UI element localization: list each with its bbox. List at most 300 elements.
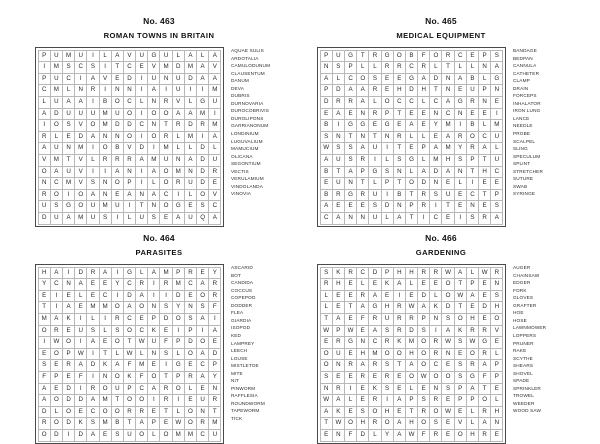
letter-cell[interactable]: N [62, 279, 74, 291]
letter-cell[interactable]: R [393, 302, 405, 314]
letter-cell[interactable]: P [479, 85, 491, 97]
letter-cell[interactable]: A [87, 189, 99, 201]
letter-cell[interactable]: S [381, 360, 393, 372]
word-list-item[interactable]: MISTLETOE [231, 363, 259, 369]
letter-cell[interactable]: D [87, 360, 99, 372]
letter-cell[interactable]: L [136, 96, 148, 108]
letter-cell[interactable]: D [75, 131, 87, 143]
letter-cell[interactable]: A [442, 131, 454, 143]
letter-cell[interactable]: O [99, 406, 111, 418]
letter-cell[interactable]: E [75, 406, 87, 418]
letter-cell[interactable]: E [197, 267, 209, 279]
letter-cell[interactable]: P [38, 73, 50, 85]
letter-cell[interactable]: H [393, 85, 405, 97]
letter-cell[interactable]: A [209, 131, 221, 143]
letter-cell[interactable]: R [357, 372, 369, 384]
letter-cell[interactable]: E [479, 178, 491, 190]
word-list-item[interactable]: GRAFTER [513, 302, 537, 308]
letter-cell[interactable]: E [344, 372, 356, 384]
letter-cell[interactable]: E [393, 406, 405, 418]
letter-cell[interactable]: P [332, 325, 344, 337]
letter-cell[interactable]: U [184, 178, 196, 190]
letter-cell[interactable]: L [430, 62, 442, 74]
letter-cell[interactable]: D [111, 120, 123, 132]
letter-cell[interactable]: E [50, 360, 62, 372]
letter-cell[interactable]: R [393, 131, 405, 143]
letter-cell[interactable]: N [491, 279, 503, 291]
letter-cell[interactable]: G [357, 120, 369, 132]
word-list-item[interactable]: DURNOVARIA [231, 100, 264, 106]
letter-cell[interactable]: E [344, 348, 356, 360]
word-list-item[interactable]: TICK [231, 416, 243, 422]
letter-cell[interactable]: O [442, 372, 454, 384]
letter-cell[interactable]: R [344, 360, 356, 372]
letter-cell[interactable]: B [466, 73, 478, 85]
letter-cell[interactable]: A [38, 383, 50, 395]
letter-cell[interactable]: R [466, 325, 478, 337]
word-list-item[interactable]: RAFFLESIA [231, 393, 258, 399]
letter-cell[interactable]: D [209, 348, 221, 360]
letter-cell[interactable]: K [393, 337, 405, 349]
letter-cell[interactable]: S [148, 212, 160, 224]
letter-cell[interactable]: C [123, 314, 135, 326]
letter-cell[interactable]: A [148, 267, 160, 279]
word-list-item[interactable]: SCALPEL [513, 138, 536, 144]
word-list-item[interactable]: SEGONTIUM [231, 161, 261, 167]
letter-cell[interactable]: L [357, 62, 369, 74]
word-list-item[interactable]: DODDER [231, 302, 253, 308]
letter-cell[interactable]: L [172, 348, 184, 360]
letter-cell[interactable]: E [418, 120, 430, 132]
letter-cell[interactable]: U [209, 154, 221, 166]
letter-cell[interactable]: R [381, 62, 393, 74]
word-list-item[interactable]: CATHETER [513, 70, 540, 76]
letter-cell[interactable]: T [320, 314, 332, 326]
letter-cell[interactable]: R [50, 325, 62, 337]
letter-cell[interactable]: U [491, 131, 503, 143]
letter-cell[interactable]: N [454, 108, 466, 120]
word-list-item[interactable]: GIARDIA [231, 317, 252, 323]
letter-cell[interactable]: F [75, 372, 87, 384]
letter-cell[interactable]: P [405, 201, 417, 213]
letter-cell[interactable]: P [466, 395, 478, 407]
letter-cell[interactable]: O [160, 430, 172, 442]
word-list-item[interactable]: HOE [513, 310, 524, 316]
letter-cell[interactable]: N [111, 85, 123, 97]
letter-cell[interactable]: W [418, 372, 430, 384]
letter-cell[interactable]: I [430, 201, 442, 213]
letter-cell[interactable]: E [344, 201, 356, 213]
letter-cell[interactable]: O [466, 131, 478, 143]
letter-cell[interactable]: A [454, 73, 466, 85]
letter-cell[interactable]: L [430, 290, 442, 302]
letter-cell[interactable]: A [418, 73, 430, 85]
letter-cell[interactable]: O [454, 430, 466, 442]
word-list-item[interactable]: DEVA [231, 85, 245, 91]
letter-cell[interactable]: M [209, 120, 221, 132]
letter-cell[interactable]: A [87, 131, 99, 143]
word-list-item[interactable]: GARRIANONUM [231, 123, 269, 129]
letter-cell[interactable]: D [62, 418, 74, 430]
letter-cell[interactable]: O [111, 337, 123, 349]
letter-cell[interactable]: L [136, 348, 148, 360]
letter-cell[interactable]: N [99, 131, 111, 143]
letter-cell[interactable]: U [75, 108, 87, 120]
word-list-item[interactable]: WOOD SAW [513, 408, 542, 414]
letter-cell[interactable]: D [430, 73, 442, 85]
letter-cell[interactable]: G [466, 372, 478, 384]
letter-cell[interactable]: O [418, 418, 430, 430]
word-list-item[interactable]: AQUAE SULIS [231, 48, 264, 53]
letter-cell[interactable]: W [172, 418, 184, 430]
word-list-item[interactable]: MITE [231, 370, 243, 376]
word-list-item[interactable]: TROWEL [513, 393, 534, 399]
letter-cell[interactable]: R [160, 395, 172, 407]
letter-cell[interactable]: S [87, 418, 99, 430]
letter-cell[interactable]: T [454, 302, 466, 314]
letter-cell[interactable]: I [75, 314, 87, 326]
letter-cell[interactable]: A [209, 50, 221, 62]
word-list-item[interactable]: INHALATOR [513, 100, 541, 106]
letter-cell[interactable]: H [418, 85, 430, 97]
letter-cell[interactable]: L [381, 212, 393, 224]
word-list-item[interactable]: ISOPOD [231, 325, 251, 331]
word-list-item[interactable]: SPLINT [513, 161, 531, 167]
letter-cell[interactable]: F [209, 302, 221, 314]
letter-cell[interactable]: N [123, 85, 135, 97]
letter-cell[interactable]: R [393, 314, 405, 326]
letter-cell[interactable]: A [491, 212, 503, 224]
word-list-item[interactable]: SWAB [513, 183, 528, 189]
letter-cell[interactable]: I [87, 166, 99, 178]
letter-cell[interactable]: E [442, 360, 454, 372]
letter-cell[interactable]: G [62, 201, 74, 213]
letter-cell[interactable]: H [38, 267, 50, 279]
letter-cell[interactable]: P [491, 189, 503, 201]
letter-cell[interactable]: F [136, 372, 148, 384]
letter-cell[interactable]: D [75, 395, 87, 407]
letter-cell[interactable]: C [405, 96, 417, 108]
letter-cell[interactable]: S [197, 302, 209, 314]
letter-cell[interactable]: O [99, 143, 111, 155]
letter-cell[interactable]: N [357, 337, 369, 349]
letter-cell[interactable]: M [172, 279, 184, 291]
letter-cell[interactable]: I [160, 360, 172, 372]
letter-cell[interactable]: E [320, 337, 332, 349]
letter-cell[interactable]: I [197, 85, 209, 97]
letter-cell[interactable]: E [381, 85, 393, 97]
letter-cell[interactable]: L [148, 178, 160, 190]
letter-cell[interactable]: O [418, 337, 430, 349]
letter-cell[interactable]: O [442, 290, 454, 302]
word-list-item[interactable]: BEDPAN [513, 55, 533, 61]
letter-cell[interactable]: L [479, 73, 491, 85]
letter-cell[interactable]: A [136, 418, 148, 430]
letter-cell[interactable]: M [369, 348, 381, 360]
letter-cell[interactable]: P [320, 50, 332, 62]
letter-cell[interactable]: E [320, 430, 332, 442]
letter-cell[interactable]: N [148, 201, 160, 213]
letter-cell[interactable]: A [87, 73, 99, 85]
word-list-item[interactable]: AUGER [513, 265, 531, 271]
letter-cell[interactable]: R [479, 325, 491, 337]
letter-cell[interactable]: L [184, 143, 196, 155]
word-list-item[interactable]: WEEDER [513, 400, 535, 406]
letter-cell[interactable]: U [184, 212, 196, 224]
letter-cell[interactable]: O [184, 406, 196, 418]
letter-cell[interactable]: A [209, 212, 221, 224]
letter-cell[interactable]: E [479, 314, 491, 326]
letter-cell[interactable]: P [172, 267, 184, 279]
letter-cell[interactable]: H [405, 267, 417, 279]
letter-cell[interactable]: H [393, 267, 405, 279]
letter-cell[interactable]: V [454, 418, 466, 430]
letter-cell[interactable]: M [75, 212, 87, 224]
letter-cell[interactable]: P [38, 50, 50, 62]
letter-cell[interactable]: T [62, 154, 74, 166]
letter-cell[interactable]: E [332, 302, 344, 314]
letter-cell[interactable]: C [62, 73, 74, 85]
letter-cell[interactable]: S [454, 154, 466, 166]
letter-cell[interactable]: L [50, 131, 62, 143]
word-list-item[interactable]: FORCEPS [513, 93, 537, 99]
word-list-item[interactable]: RAKE [513, 348, 527, 354]
letter-cell[interactable]: A [466, 383, 478, 395]
letter-cell[interactable]: S [344, 143, 356, 155]
letter-cell[interactable]: N [357, 212, 369, 224]
letter-cell[interactable]: P [381, 267, 393, 279]
letter-cell[interactable]: C [357, 267, 369, 279]
letter-cell[interactable]: A [62, 302, 74, 314]
letter-cell[interactable]: K [369, 383, 381, 395]
letter-cell[interactable]: C [136, 120, 148, 132]
letter-cell[interactable]: R [87, 383, 99, 395]
letter-cell[interactable]: R [369, 85, 381, 97]
letter-cell[interactable]: U [381, 314, 393, 326]
letter-cell[interactable]: R [184, 267, 196, 279]
letter-cell[interactable]: L [184, 96, 196, 108]
letter-cell[interactable]: A [332, 395, 344, 407]
letter-cell[interactable]: E [418, 279, 430, 291]
letter-cell[interactable]: A [111, 166, 123, 178]
letter-cell[interactable]: A [197, 279, 209, 291]
letter-cell[interactable]: G [454, 96, 466, 108]
letter-cell[interactable]: U [369, 189, 381, 201]
word-list-item[interactable]: DRAIN [513, 85, 529, 91]
letter-cell[interactable]: K [430, 302, 442, 314]
letter-cell[interactable]: R [197, 418, 209, 430]
letter-cell[interactable]: O [111, 302, 123, 314]
letter-cell[interactable]: S [442, 314, 454, 326]
letter-cell[interactable]: L [320, 290, 332, 302]
letter-cell[interactable]: W [442, 337, 454, 349]
letter-cell[interactable]: A [357, 85, 369, 97]
letter-cell[interactable]: D [197, 154, 209, 166]
word-list-item[interactable]: VINDOLANDA [231, 183, 263, 189]
letter-cell[interactable]: E [50, 383, 62, 395]
letter-cell[interactable]: I [418, 212, 430, 224]
letter-cell[interactable]: I [184, 85, 196, 97]
letter-cell[interactable]: L [466, 62, 478, 74]
letter-cell[interactable]: F [160, 337, 172, 349]
letter-cell[interactable]: O [111, 178, 123, 190]
letter-cell[interactable]: I [75, 383, 87, 395]
letter-cell[interactable]: A [75, 279, 87, 291]
letter-cell[interactable]: U [111, 383, 123, 395]
letter-cell[interactable]: H [491, 302, 503, 314]
letter-cell[interactable]: E [393, 372, 405, 384]
letter-cell[interactable]: S [320, 131, 332, 143]
letter-cell[interactable]: A [332, 212, 344, 224]
letter-cell[interactable]: R [393, 325, 405, 337]
letter-cell[interactable]: S [38, 360, 50, 372]
letter-cell[interactable]: L [209, 143, 221, 155]
letter-cell[interactable]: E [405, 143, 417, 155]
letter-cell[interactable]: M [50, 85, 62, 97]
letter-cell[interactable]: N [479, 62, 491, 74]
letter-cell[interactable]: L [172, 131, 184, 143]
letter-cell[interactable]: S [111, 430, 123, 442]
word-list-item[interactable]: LAWNMOWER [513, 325, 547, 331]
letter-cell[interactable]: L [87, 314, 99, 326]
word-list-item[interactable]: DUBRIS [231, 93, 250, 99]
letter-cell[interactable]: D [320, 96, 332, 108]
letter-cell[interactable]: A [320, 73, 332, 85]
letter-cell[interactable]: F [418, 430, 430, 442]
letter-cell[interactable]: S [160, 302, 172, 314]
letter-cell[interactable]: A [111, 360, 123, 372]
letter-cell[interactable]: O [418, 348, 430, 360]
letter-cell[interactable]: K [332, 267, 344, 279]
letter-cell[interactable]: N [99, 189, 111, 201]
letter-cell[interactable]: T [393, 360, 405, 372]
word-list-item[interactable]: MAMUCIUM [231, 146, 259, 152]
letter-cell[interactable]: L [197, 50, 209, 62]
letter-cell[interactable]: P [454, 383, 466, 395]
letter-cell[interactable]: A [393, 430, 405, 442]
letter-cell[interactable]: A [466, 290, 478, 302]
letter-cell[interactable]: R [430, 430, 442, 442]
letter-cell[interactable]: G [172, 201, 184, 213]
letter-cell[interactable]: V [123, 50, 135, 62]
letter-cell[interactable]: E [184, 290, 196, 302]
letter-cell[interactable]: A [148, 85, 160, 97]
letter-cell[interactable]: P [123, 383, 135, 395]
letter-cell[interactable]: P [418, 314, 430, 326]
word-list-item[interactable]: LANCE [513, 115, 530, 121]
letter-cell[interactable]: S [381, 325, 393, 337]
letter-cell[interactable]: E [491, 337, 503, 349]
letter-cell[interactable]: E [332, 372, 344, 384]
letter-cell[interactable]: A [332, 108, 344, 120]
letter-cell[interactable]: E [184, 201, 196, 213]
letter-cell[interactable]: I [136, 85, 148, 97]
letter-cell[interactable]: I [136, 108, 148, 120]
letter-cell[interactable]: U [62, 166, 74, 178]
letter-cell[interactable]: R [418, 406, 430, 418]
letter-cell[interactable]: N [479, 96, 491, 108]
letter-cell[interactable]: O [99, 383, 111, 395]
letter-cell[interactable]: N [38, 178, 50, 190]
letter-cell[interactable]: Y [38, 279, 50, 291]
letter-cell[interactable]: N [430, 178, 442, 190]
letter-cell[interactable]: E [62, 131, 74, 143]
letter-cell[interactable]: R [369, 314, 381, 326]
letter-cell[interactable]: D [381, 201, 393, 213]
word-list-item[interactable]: CLAMP [513, 78, 530, 84]
letter-cell[interactable]: P [466, 154, 478, 166]
letter-cell[interactable]: E [454, 348, 466, 360]
letter-cell[interactable]: U [442, 189, 454, 201]
letter-cell[interactable]: A [75, 360, 87, 372]
letter-cell[interactable]: O [123, 108, 135, 120]
letter-cell[interactable]: E [466, 50, 478, 62]
letter-cell[interactable]: E [136, 314, 148, 326]
letter-cell[interactable]: R [369, 108, 381, 120]
letter-cell[interactable]: G [344, 189, 356, 201]
letter-cell[interactable]: T [123, 418, 135, 430]
letter-cell[interactable]: M [184, 131, 196, 143]
letter-cell[interactable]: I [136, 73, 148, 85]
word-list-item[interactable]: BANDAGE [513, 48, 537, 53]
letter-cell[interactable]: N [442, 73, 454, 85]
letter-cell[interactable]: I [160, 85, 172, 97]
letter-cell[interactable]: T [479, 189, 491, 201]
letter-cell[interactable]: E [491, 383, 503, 395]
letter-cell[interactable]: M [172, 166, 184, 178]
letter-cell[interactable]: U [75, 50, 87, 62]
word-list-item[interactable]: SHEARS [513, 363, 534, 369]
letter-cell[interactable]: K [123, 372, 135, 384]
letter-cell[interactable]: I [454, 212, 466, 224]
letter-cell[interactable]: Y [430, 120, 442, 132]
word-list-item[interactable]: LEECH [231, 348, 248, 354]
letter-cell[interactable]: E [442, 395, 454, 407]
letter-cell[interactable]: A [405, 360, 417, 372]
letter-cell[interactable]: O [184, 418, 196, 430]
letter-cell[interactable]: N [357, 108, 369, 120]
letter-cell[interactable]: S [111, 325, 123, 337]
letter-cell[interactable]: N [344, 212, 356, 224]
letter-cell[interactable]: K [332, 406, 344, 418]
letter-cell[interactable]: I [136, 131, 148, 143]
letter-cell[interactable]: C [344, 73, 356, 85]
letter-cell[interactable]: A [393, 212, 405, 224]
letter-cell[interactable]: U [332, 178, 344, 190]
letter-cell[interactable]: W [479, 267, 491, 279]
letter-cell[interactable]: I [87, 50, 99, 62]
letter-cell[interactable]: P [381, 178, 393, 190]
letter-cell[interactable]: L [332, 73, 344, 85]
letter-cell[interactable]: O [111, 372, 123, 384]
letter-cell[interactable]: L [405, 131, 417, 143]
letter-cell[interactable]: W [136, 337, 148, 349]
letter-cell[interactable]: K [148, 325, 160, 337]
letter-cell[interactable]: C [50, 279, 62, 291]
word-list-item[interactable]: PINWORM [231, 385, 256, 391]
letter-cell[interactable]: O [123, 395, 135, 407]
letter-cell[interactable]: M [209, 418, 221, 430]
letter-cell[interactable]: I [123, 201, 135, 213]
letter-cell[interactable]: R [136, 406, 148, 418]
letter-cell[interactable]: A [442, 325, 454, 337]
letter-cell[interactable]: D [75, 430, 87, 442]
letter-cell[interactable]: R [184, 372, 196, 384]
letter-cell[interactable]: R [357, 189, 369, 201]
letter-cell[interactable]: O [381, 418, 393, 430]
letter-cell[interactable]: K [454, 325, 466, 337]
letter-cell[interactable]: N [454, 166, 466, 178]
